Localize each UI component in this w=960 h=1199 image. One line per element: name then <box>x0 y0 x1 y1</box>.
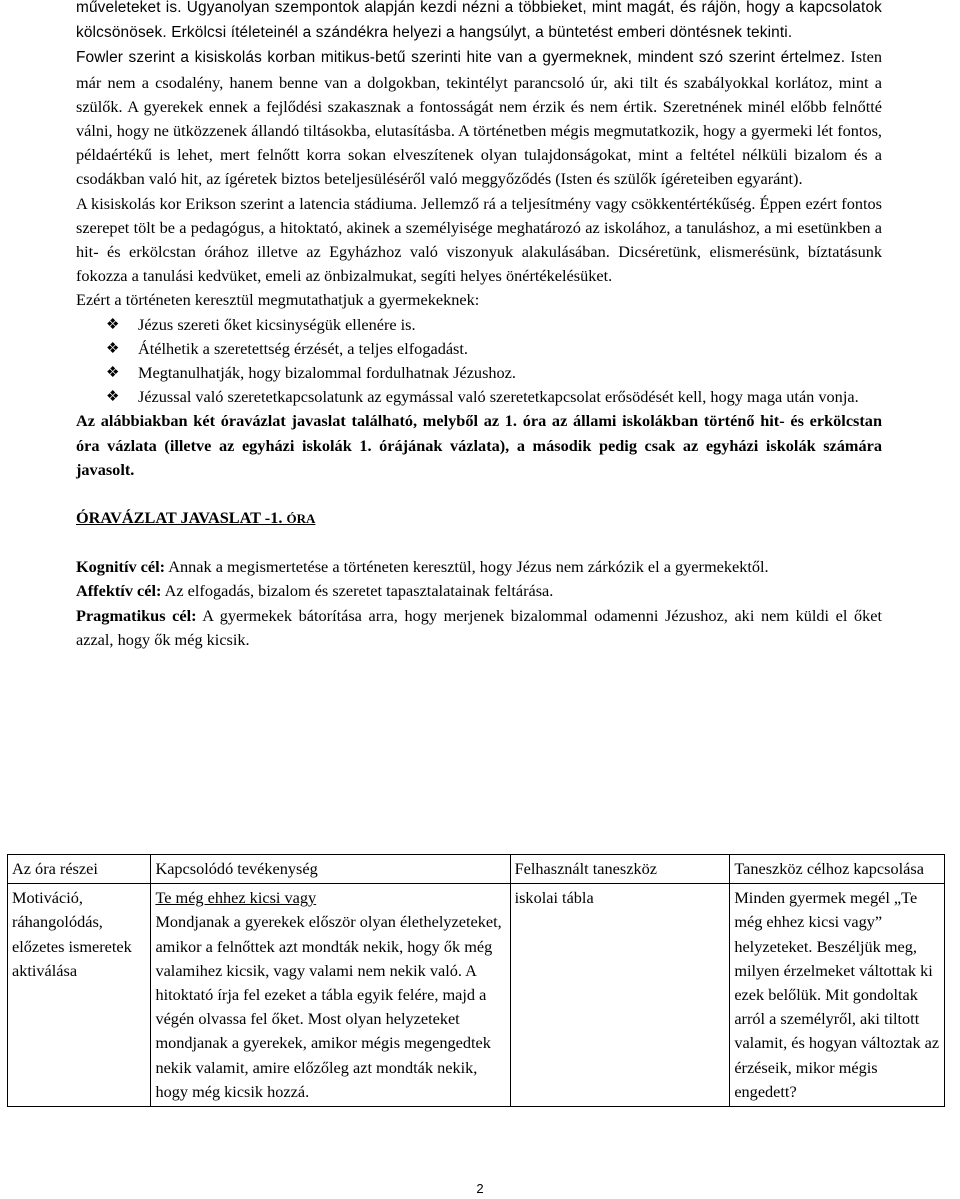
bullet-intro: Ezért a történeten keresztül megmutathatjuk a gyermekeknek: <box>76 290 480 310</box>
table-cell-tool: iskolai tábla <box>510 884 730 1107</box>
lesson-plan-table <box>7 854 945 1107</box>
goal-pragmatic: Pragmatikus cél: A gyermekek bátorítása arra, hogy merjenek bizalommal odamenni Jézushoz, aki nem küldi el őket azzal, hogy ők még kicsik. <box>76 605 883 649</box>
body-text <box>76 0 882 652</box>
header-cell: Felhasznált taneszköz <box>510 855 730 884</box>
table-cell-link: Minden gyermek megél „Te még ehhez kicsi vagy” helyzeteket. Beszéljük meg, milyen érzelmeket váltottak ki ezek belőlük. Mit gondoltak arról a személyről, aki tiltott valamit, és hogyan változtak az érzéseik, mikor mégis engedett? <box>730 884 945 1107</box>
activity-title: Te még ehhez kicsi vagy <box>155 888 317 908</box>
bullet-list <box>76 313 882 410</box>
diamond-bullet-icon: ❖ <box>106 316 120 333</box>
list-item: ❖ Jézussal való szeretetkapcsolatunk az egymással való szeretetkapcsolat erősödését kell, hogy maga után vonja. <box>76 385 882 409</box>
paragraph-fowler: Fowler szerint a kisiskolás korban mitikus-betű szerinti hite van a gyermeknek, mindent szó szerint értelmez. Isten már nem a csodalény, hanem benne van a dolgokban, tekintélyt parancsoló úr, aki tilt és szabályokkal korlátoz, mint a szülők. A gyerekek ennek a fejlődési szakasznak a fontosságát nem érzik és nem értik. Szeretnének minél előbb felnőtté válni, hogy ne ütközzenek állandó tiltásokba, elutasításba. A történetben mégis megmutatkozik, hogy a gyermeki lét fontos, példaértékű is lehet, mert felnőtt korra sokan elveszítenek olyan tulajdonságokat, mint a feltétel nélküli bizalom és a csodákban való hit, az ígéretek biztos beteljesüléséről való meggyőződés (Isten és szülők ígéreteiben egyaránt). <box>76 47 882 189</box>
activity-text: Mondjanak a gyerekek először olyan élethelyzeteket, amikor a felnőttek azt mondták nekik, hogy ők még valamihez kicsik, vagy valami nem nekik való. A hitoktató írja fel ezeket a tábla egyik felére, majd a végén olvassa fel őket. Most olyan helyzeteket mondjanak a gyerekek, amikor mégis megengedtek nekik valamit, amire előzőleg azt mondták nekik, hogy még kicsik hozzá. <box>155 912 502 1101</box>
goal-affective: Affektív cél: Az elfogadás, bizalom és szeretet tapasztalatainak feltárása. <box>76 581 554 601</box>
page-number: 2 <box>476 1181 484 1196</box>
table-cell-activity <box>151 884 510 1107</box>
header-cell: Az óra részei <box>8 855 151 884</box>
list-item: ❖ Jézus szereti őket kicsinységük ellenére is. <box>76 313 882 337</box>
list-item: ❖ Átélhetik a szeretettség érzését, a teljes elfogadást. <box>76 337 882 361</box>
lesson-plan-intro: Az alábbiakban két óravázlat javaslat található, melyből az 1. óra az állami iskolákban történő hit- és erkölcstan óra vázlata (illetve az egyházi iskolák 1. órájának vázlata), a második pedig csak az egyházi iskolák számára javasolt. <box>76 411 882 479</box>
header-cell: Taneszköz célhoz kapcsolása <box>730 855 945 884</box>
goal-cognitive: Kognitív cél: Annak a megismertetése a történeten keresztül, hogy Jézus nem zárkózik el a gyermekektől. <box>76 557 769 577</box>
table-cell-part: Motiváció, ráhangolódás, előzetes ismeretek aktiválása <box>8 884 151 1107</box>
list-item: ❖ Megtanulhatják, hogy bizalommal fordulhatnak Jézushoz. <box>76 361 882 385</box>
table-header-row <box>8 855 945 884</box>
paragraph-erikson: A kisiskolás kor Erikson szerint a latencia stádiuma. Jellemző rá a teljesítmény vagy csökkentértékűség. Éppen ezért fontos szerepet tölt be a pedagógus, a hitoktató, akinek a személyisége meghatározó az iskolához, a tanuláshoz, a mi esetünkben a hit- és erkölcstan órához illetve az Egyházhoz való viszonyuk alakulásában. Dicséretünk, elismerésünk, bíztatásunk fokozza a tanulási kedvüket, emeli az önbizalmukat, segíti helyes önértékelésüket. <box>76 193 882 286</box>
diamond-bullet-icon: ❖ <box>106 365 120 382</box>
diamond-bullet-icon: ❖ <box>106 389 120 406</box>
diamond-bullet-icon: ❖ <box>106 340 120 357</box>
paragraph-development: műveleteket is. Ugyanolyan szempontok alapján kezdi nézni a többieket, mint magát, és rájön, hogy a kapcsolatok kölcsönösek. Erkölcsi ítéleteinél a szándékra helyezi a hangsúlyt, a büntetést emberi döntésnek tekinti. <box>76 0 882 42</box>
table-row <box>8 884 945 1107</box>
header-cell: Kapcsolódó tevékenység <box>151 855 510 884</box>
lesson-plan-heading: ÓRAVÁZLAT JAVASLAT -1. ÓRA <box>76 508 316 528</box>
